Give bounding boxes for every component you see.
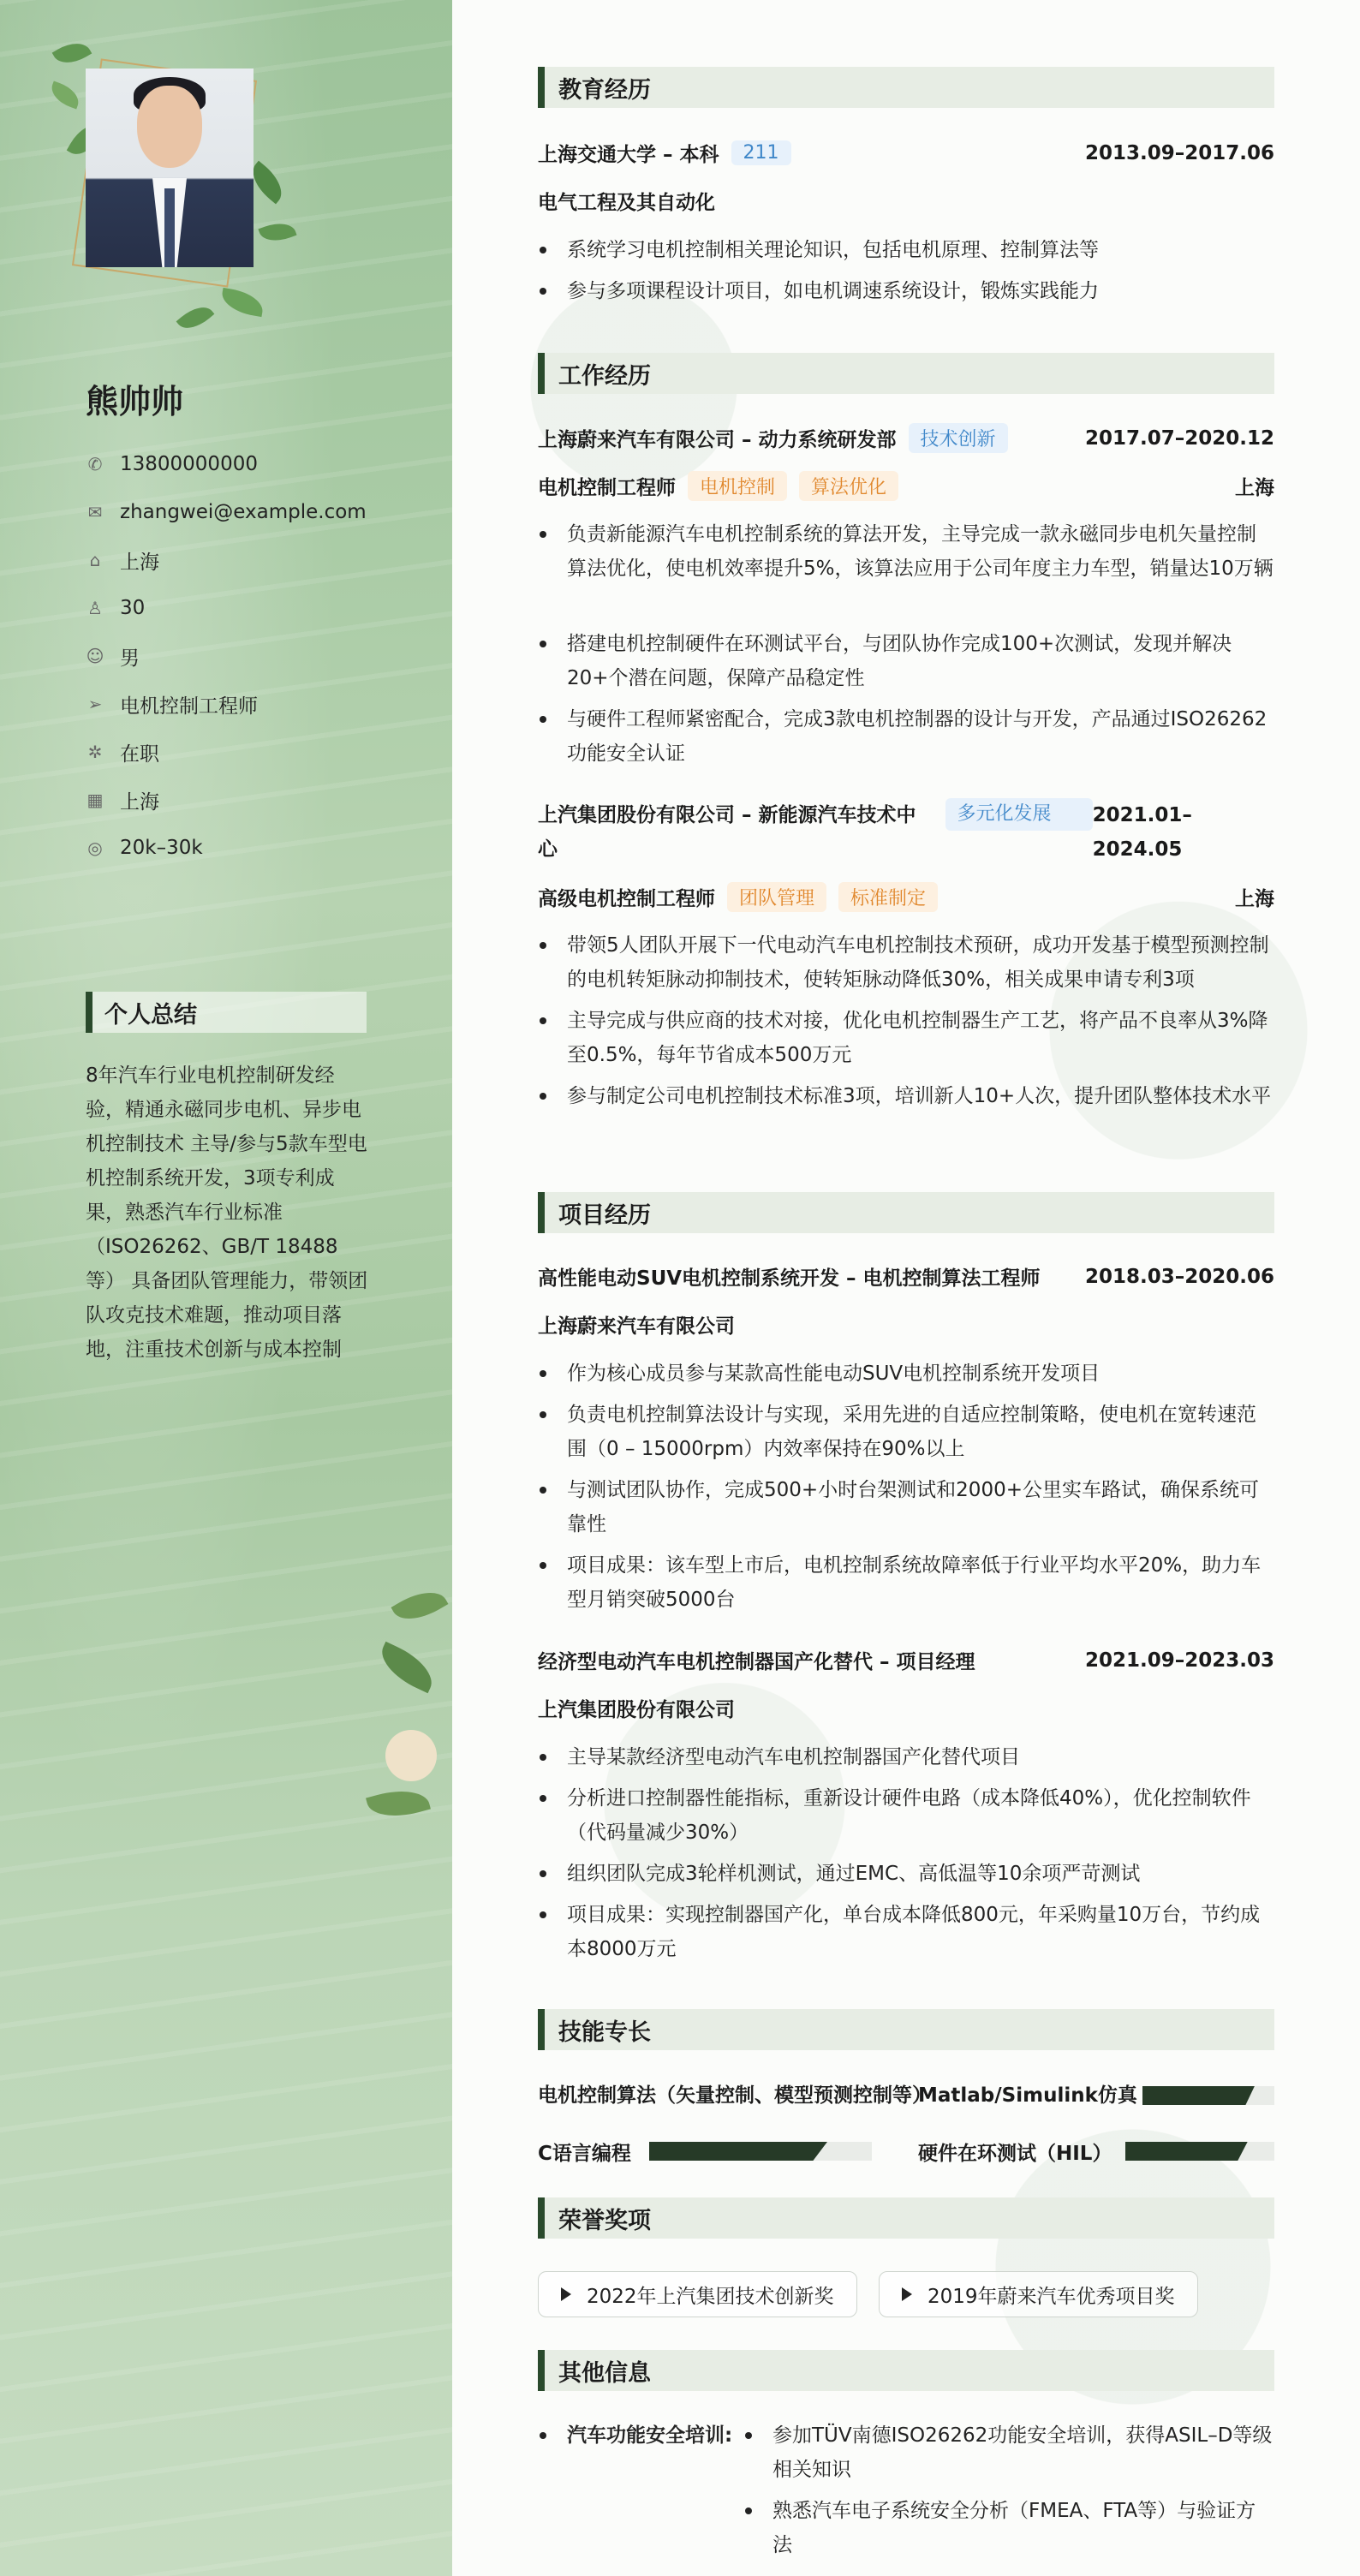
home-icon: ⌂ <box>89 550 101 570</box>
triangle-icon <box>902 2287 912 2301</box>
list-item: 搭建电机控制硬件在环测试平台，与团队协作完成100+次测试，发现并解决20+个潜在问题，保障产品稳定性 <box>538 627 1274 695</box>
triangle-icon <box>561 2287 571 2301</box>
profile-info-list <box>86 440 367 872</box>
other-label-row <box>538 2418 735 2453</box>
list-item: 项目成果：该车型上市后，电机控制系统故障率低于行业平均水平20%，助力车型月销突破5000台 <box>538 1548 1274 1617</box>
project-date: 2021.09–2023.03 <box>1084 1649 1274 1672</box>
profile-info-row <box>86 728 367 776</box>
skill-level-bar <box>649 2142 872 2161</box>
phone-icon: ✆ <box>87 454 103 474</box>
profile-info-value: 上海 <box>120 790 159 814</box>
main-content <box>452 0 1360 2576</box>
job-date: 2021.01–2024.05 <box>1092 804 1192 861</box>
summary-section-title: 个人总结 <box>86 992 367 1033</box>
skills-section-title: 技能专长 <box>538 2009 1274 2050</box>
leaf-icon <box>52 36 92 71</box>
skill-item <box>918 2079 1137 2108</box>
project-org: 上海蔚来汽车有限公司 <box>538 1315 735 1338</box>
skill-item <box>918 2138 1112 2166</box>
project-name: 经济型电动汽车电机控制器国产化替代 – 项目经理 <box>538 1651 975 1673</box>
flower-decoration <box>360 1576 452 1867</box>
position-icon: ➢ <box>87 694 103 714</box>
list-item: 主导完成与供应商的技术对接，优化电机控制器生产工艺，将产品不良率从3%降至0.5%，每年节省成本500万元 <box>538 1004 1274 1072</box>
sidebar <box>0 0 452 2576</box>
job-role: 高级电机控制工程师 <box>538 888 715 910</box>
skill-name: 硬件在环测试（HIL） <box>918 2143 1112 2165</box>
profile-info-value: zhangwei@example.com <box>120 501 367 523</box>
education-major-row <box>538 187 1274 215</box>
age-icon: ♙ <box>87 598 103 618</box>
school-name: 上海交通大学 – 本科 <box>538 144 719 166</box>
project-date: 2018.03–2020.06 <box>1084 1265 1274 1288</box>
list-item: 负责电机控制算法设计与实现，采用先进的自适应控制策略，使电机在宽转速范围（0 – 15000rpm）内效率保持在90%以上 <box>538 1398 1274 1466</box>
project-org: 上汽集团股份有限公司 <box>538 1699 735 1721</box>
list-item: 主导某款经济型电动汽车电机控制器国产化替代项目 <box>538 1740 1274 1774</box>
city-icon: ▦ <box>86 790 104 810</box>
skill-name: Matlab/Simulink仿真 <box>918 2084 1137 2107</box>
skill-name: C语言编程 <box>538 2143 631 2165</box>
role-tag: 标准制定 <box>838 882 938 912</box>
photo-decoration <box>50 34 298 343</box>
school-tag: 211 <box>731 140 791 165</box>
profile-info-row <box>86 440 367 488</box>
list-item: 参与多项课程设计项目，如电机调速系统设计，锻炼实践能力 <box>538 274 1274 308</box>
job-city: 上海 <box>1235 477 1274 499</box>
profile-name: 熊帅帅 <box>86 383 184 420</box>
profile-info-row <box>86 632 367 680</box>
gender-icon: ☺ <box>86 646 104 666</box>
company-name: 上海蔚来汽车有限公司 – 动力系统研发部 <box>538 429 897 451</box>
job-role: 电机控制工程师 <box>538 477 676 499</box>
leaf-icon <box>176 300 215 337</box>
role-tag: 团队管理 <box>727 882 826 912</box>
leaf-icon <box>258 218 296 247</box>
profile-info-value: 男 <box>120 647 140 670</box>
list-item: 与测试团队协作，完成500+小时台架测试和2000+公里实车路试，确保系统可靠性 <box>538 1473 1274 1541</box>
profile-info-row <box>86 584 367 632</box>
list-item: 项目成果：实现控制器国产化，单台成本降低800元，年采购量10万台，节约成本8000万元 <box>538 1898 1274 1966</box>
job-role-row <box>538 471 1274 501</box>
skill-level-bar <box>1125 2142 1274 2161</box>
profile-info-row <box>86 680 367 728</box>
list-item: 参与制定公司电机控制技术标准3项，培训新人10+人次，提升团队整体技术水平 <box>538 1079 1274 1113</box>
profile-info-value: 13800000000 <box>120 453 258 475</box>
status-icon: ✲ <box>87 742 103 762</box>
project-header <box>538 1262 1274 1291</box>
other-section-title: 其他信息 <box>538 2350 1274 2391</box>
project-org-row <box>538 1310 1274 1339</box>
company-name: 上汽集团股份有限公司 – 新能源汽车技术中心 <box>538 804 916 861</box>
list-item: 分析进口控制器性能指标，重新设计硬件电路（成本降低40%），优化控制软件（代码量减少30%） <box>538 1781 1274 1850</box>
avatar <box>86 69 254 267</box>
list-item: 带领5人团队开展下一代电动汽车电机控制技术预研，成功开发基于模型预测控制的电机转矩脉动抑制技术，使转矩脉动降低30%，相关成果申请专利3项 <box>538 928 1274 997</box>
job-city: 上海 <box>1235 888 1274 910</box>
job-date: 2017.07–2020.12 <box>1084 426 1274 450</box>
list-item: 组织团队完成3轮样机测试，通过EMC、高低温等10余项严苛测试 <box>538 1857 1274 1891</box>
skill-level-bar <box>1142 2086 1274 2105</box>
role-tag: 算法优化 <box>799 471 898 501</box>
award-item <box>538 2271 857 2317</box>
education-date: 2013.09–2017.06 <box>1084 141 1274 164</box>
award-name: 2022年上汽集团技术创新奖 <box>587 2285 834 2308</box>
job-role-row <box>538 882 1274 912</box>
list-item: 负责新能源汽车电机控制系统的算法开发，主导完成一款永磁同步电机矢量控制算法优化，使电机效率提升5%，该算法应用于公司年度主力车型，销量达10万辆 <box>538 517 1274 586</box>
award-item <box>879 2271 1198 2317</box>
awards-section-title: 荣誉奖项 <box>538 2197 1274 2239</box>
profile-info-value: 30 <box>120 597 146 619</box>
salary-icon: ◎ <box>87 838 103 858</box>
profile-info-row <box>86 776 367 824</box>
profile-info-row <box>86 488 367 536</box>
skill-item <box>538 2079 932 2108</box>
list-item: 与硬件工程师紧密配合，完成3款电机控制器的设计与开发，产品通过ISO26262功能安全认证 <box>538 702 1274 771</box>
skill-name: 电机控制算法（矢量控制、模型预测控制等） <box>538 2084 932 2107</box>
projects-section-title: 项目经历 <box>538 1192 1274 1233</box>
education-major: 电气工程及其自动化 <box>538 192 715 214</box>
list-item: 作为核心成员参与某款高性能电动SUV电机控制系统开发项目 <box>538 1357 1274 1391</box>
job-header <box>538 798 1274 867</box>
other-label: 汽车功能安全培训: <box>567 2424 733 2447</box>
education-section-title: 教育经历 <box>538 67 1274 108</box>
list-item: 系统学习电机控制相关理论知识，包括电机原理、控制算法等 <box>538 233 1274 267</box>
email-icon: ✉ <box>87 502 103 522</box>
summary-text: 8年汽车行业电机控制研发经验，精通永磁同步电机、异步电机控制技术 主导/参与5款车型电机控制系统开发，3项专利成果，熟悉汽车行业标准（ISO26262、GB/T 18488等） 具备团队管理能力，带领团队攻克技术难题，推动项目落地，注重技术创新与成本控制 <box>86 1064 368 1361</box>
leaf-icon <box>47 81 82 110</box>
job-header <box>538 423 1274 453</box>
award-name: 2019年蔚来汽车优秀项目奖 <box>928 2285 1175 2308</box>
profile-info-value: 在职 <box>120 742 159 766</box>
project-name: 高性能电动SUV电机控制系统开发 – 电机控制算法工程师 <box>538 1267 1041 1290</box>
project-org-row <box>538 1694 1274 1722</box>
skill-item <box>538 2138 631 2166</box>
project-header <box>538 1646 1274 1674</box>
profile-info-value: 上海 <box>120 551 159 574</box>
education-header <box>538 139 1274 167</box>
profile-info-value: 电机控制工程师 <box>120 695 258 718</box>
profile-info-row <box>86 536 367 584</box>
work-section-title: 工作经历 <box>538 353 1274 394</box>
company-tag: 多元化发展 <box>945 798 1093 831</box>
profile-info-row <box>86 824 367 872</box>
profile-info-value: 20k–30k <box>120 837 203 859</box>
leaf-icon <box>219 288 265 317</box>
role-tag: 电机控制 <box>688 471 787 501</box>
list-item: 熟悉汽车电子系统安全分析（FMEA、FTA等）与验证方法 <box>743 2494 1274 2562</box>
list-item: 参加TÜV南德ISO26262功能安全培训，获得ASIL–D等级相关知识 <box>743 2418 1274 2487</box>
company-tag: 技术创新 <box>909 423 1008 453</box>
